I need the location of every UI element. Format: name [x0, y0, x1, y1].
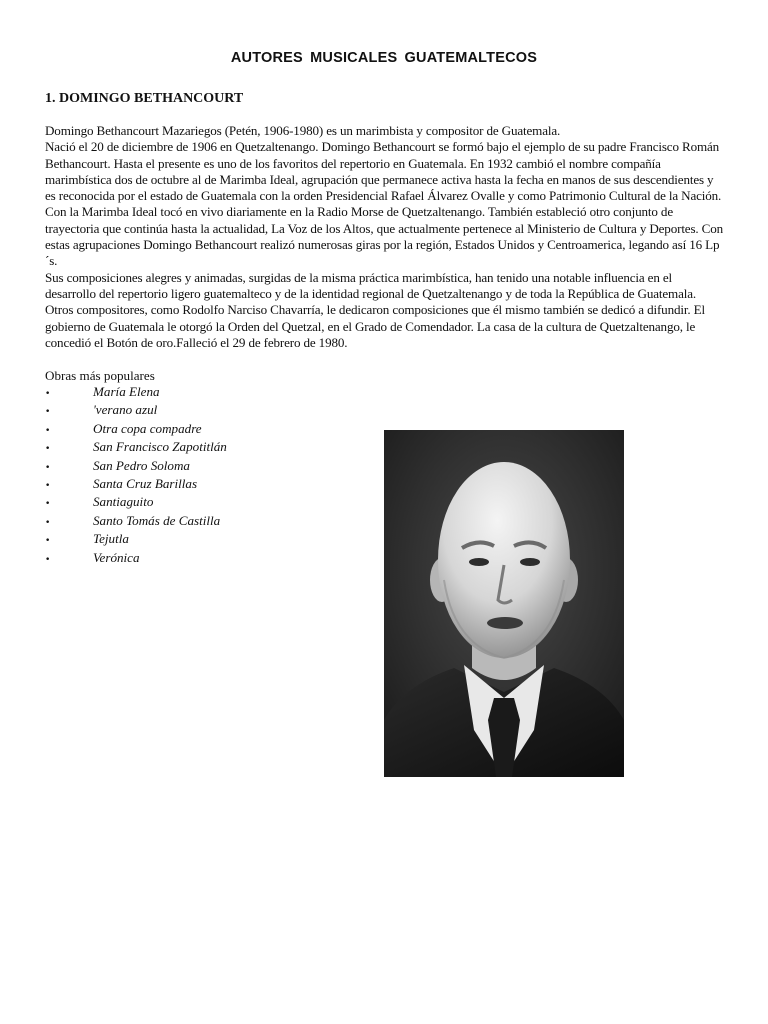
bio-paragraph: Sus composiciones alegres y animadas, surgidas de la misma práctica marimbística, han tenido una notable influencia en el desarrollo del repertorio ligero guatemalteco y de la identidad regional de Quetzaltenango y de toda la República de Guatemala. Otros compositores, como Rodolfo Narciso Chavarría, le dedicaron composiciones que él mismo también se dedicó a difundir. El gobierno de Guatemala le otorgó la Orden del Quetzal, en el Grado de Comendador. La casa de la cultura de Quetzaltenango, le concedió el Botón de oro.Falleció el 29 de febrero de 1980. [45, 269, 705, 350]
list-item [45, 384, 227, 402]
list-item [45, 402, 227, 420]
list-item [45, 458, 227, 476]
list-item [45, 494, 227, 512]
works-heading: Obras más populares [45, 368, 155, 383]
work-title: Tejutla [93, 531, 129, 547]
list-item [45, 531, 227, 549]
works-list [45, 384, 227, 568]
bullet-icon: • [45, 407, 51, 418]
work-title: San Pedro Soloma [93, 457, 190, 473]
list-item [45, 476, 227, 494]
mouth-shape [487, 617, 523, 629]
bullet-icon: • [45, 389, 51, 399]
list-item [45, 550, 227, 568]
bio-paragraph: Nació el 20 de diciembre de 1906 en Quetzaltenango. Domingo Bethancourt se formó bajo el ejemplo de su padre Francisco Román Bethancourt. Hasta el presente es uno de los favoritos del repertorio en Guatemala. En 1932 cambió el nombre compañía marimbística dos de octubre al de Marimba Ideal, agrupación que permanece activa hasta la fecha en manos de sus descendientes y es reconocida por el estado de Guatemala con la orden Presidencial Rafael Álvarez Ovalle y como Patrimonio Cultural de la Nación. Con la Marimba Ideal tocó en vivo diariamente en la Radio Morse de Quetzaltenango. También estableció otro conjunto de trayectoria que continúa hasta la actualidad, La Voz de los Altos, que actualmente pertenece al Ministerio de Cultura y Deportes. Con estas agrupaciones Domingo Bethancourt realizó numerosas giras por la región, Estados Unidos y Centroamerica, legando así 16 Lp´s. [45, 139, 724, 269]
portrait-photo [384, 430, 624, 777]
bullet-icon: • [45, 462, 51, 473]
biography-text [45, 123, 725, 351]
bullet-icon: • [45, 425, 51, 436]
work-title: Santiaguito [93, 494, 154, 510]
page-title: AUTORES MUSICALES GUATEMALTECOS [230, 50, 538, 66]
bullet-icon: • [45, 499, 51, 510]
work-title: Otra copa compadre [93, 420, 202, 436]
bio-paragraph: Domingo Bethancourt Mazariegos (Petén, 1906-1980) es un marimbista y compositor de Guatemala. [45, 123, 561, 138]
bullet-icon: • [45, 536, 51, 547]
bullet-icon: • [45, 517, 51, 528]
right-eye-shape [520, 558, 540, 566]
list-item [45, 513, 227, 531]
work-title: Verónica [93, 549, 140, 565]
list-item [45, 439, 227, 457]
work-title: Santo Tomás de Castilla [93, 512, 221, 528]
bullet-icon: • [45, 481, 51, 492]
work-title: María Elena [93, 384, 160, 399]
list-item [45, 421, 227, 439]
work-title: San Francisco Zapotitlán [93, 439, 227, 455]
bullet-icon: • [45, 444, 51, 455]
left-eye-shape [469, 558, 489, 566]
work-title: 'verano azul [93, 402, 158, 418]
portrait-illustration [384, 430, 624, 777]
work-title: Santa Cruz Barillas [93, 476, 198, 492]
section-heading: 1. DOMINGO BETHANCOURT [45, 91, 244, 106]
bullet-icon: • [45, 554, 51, 565]
